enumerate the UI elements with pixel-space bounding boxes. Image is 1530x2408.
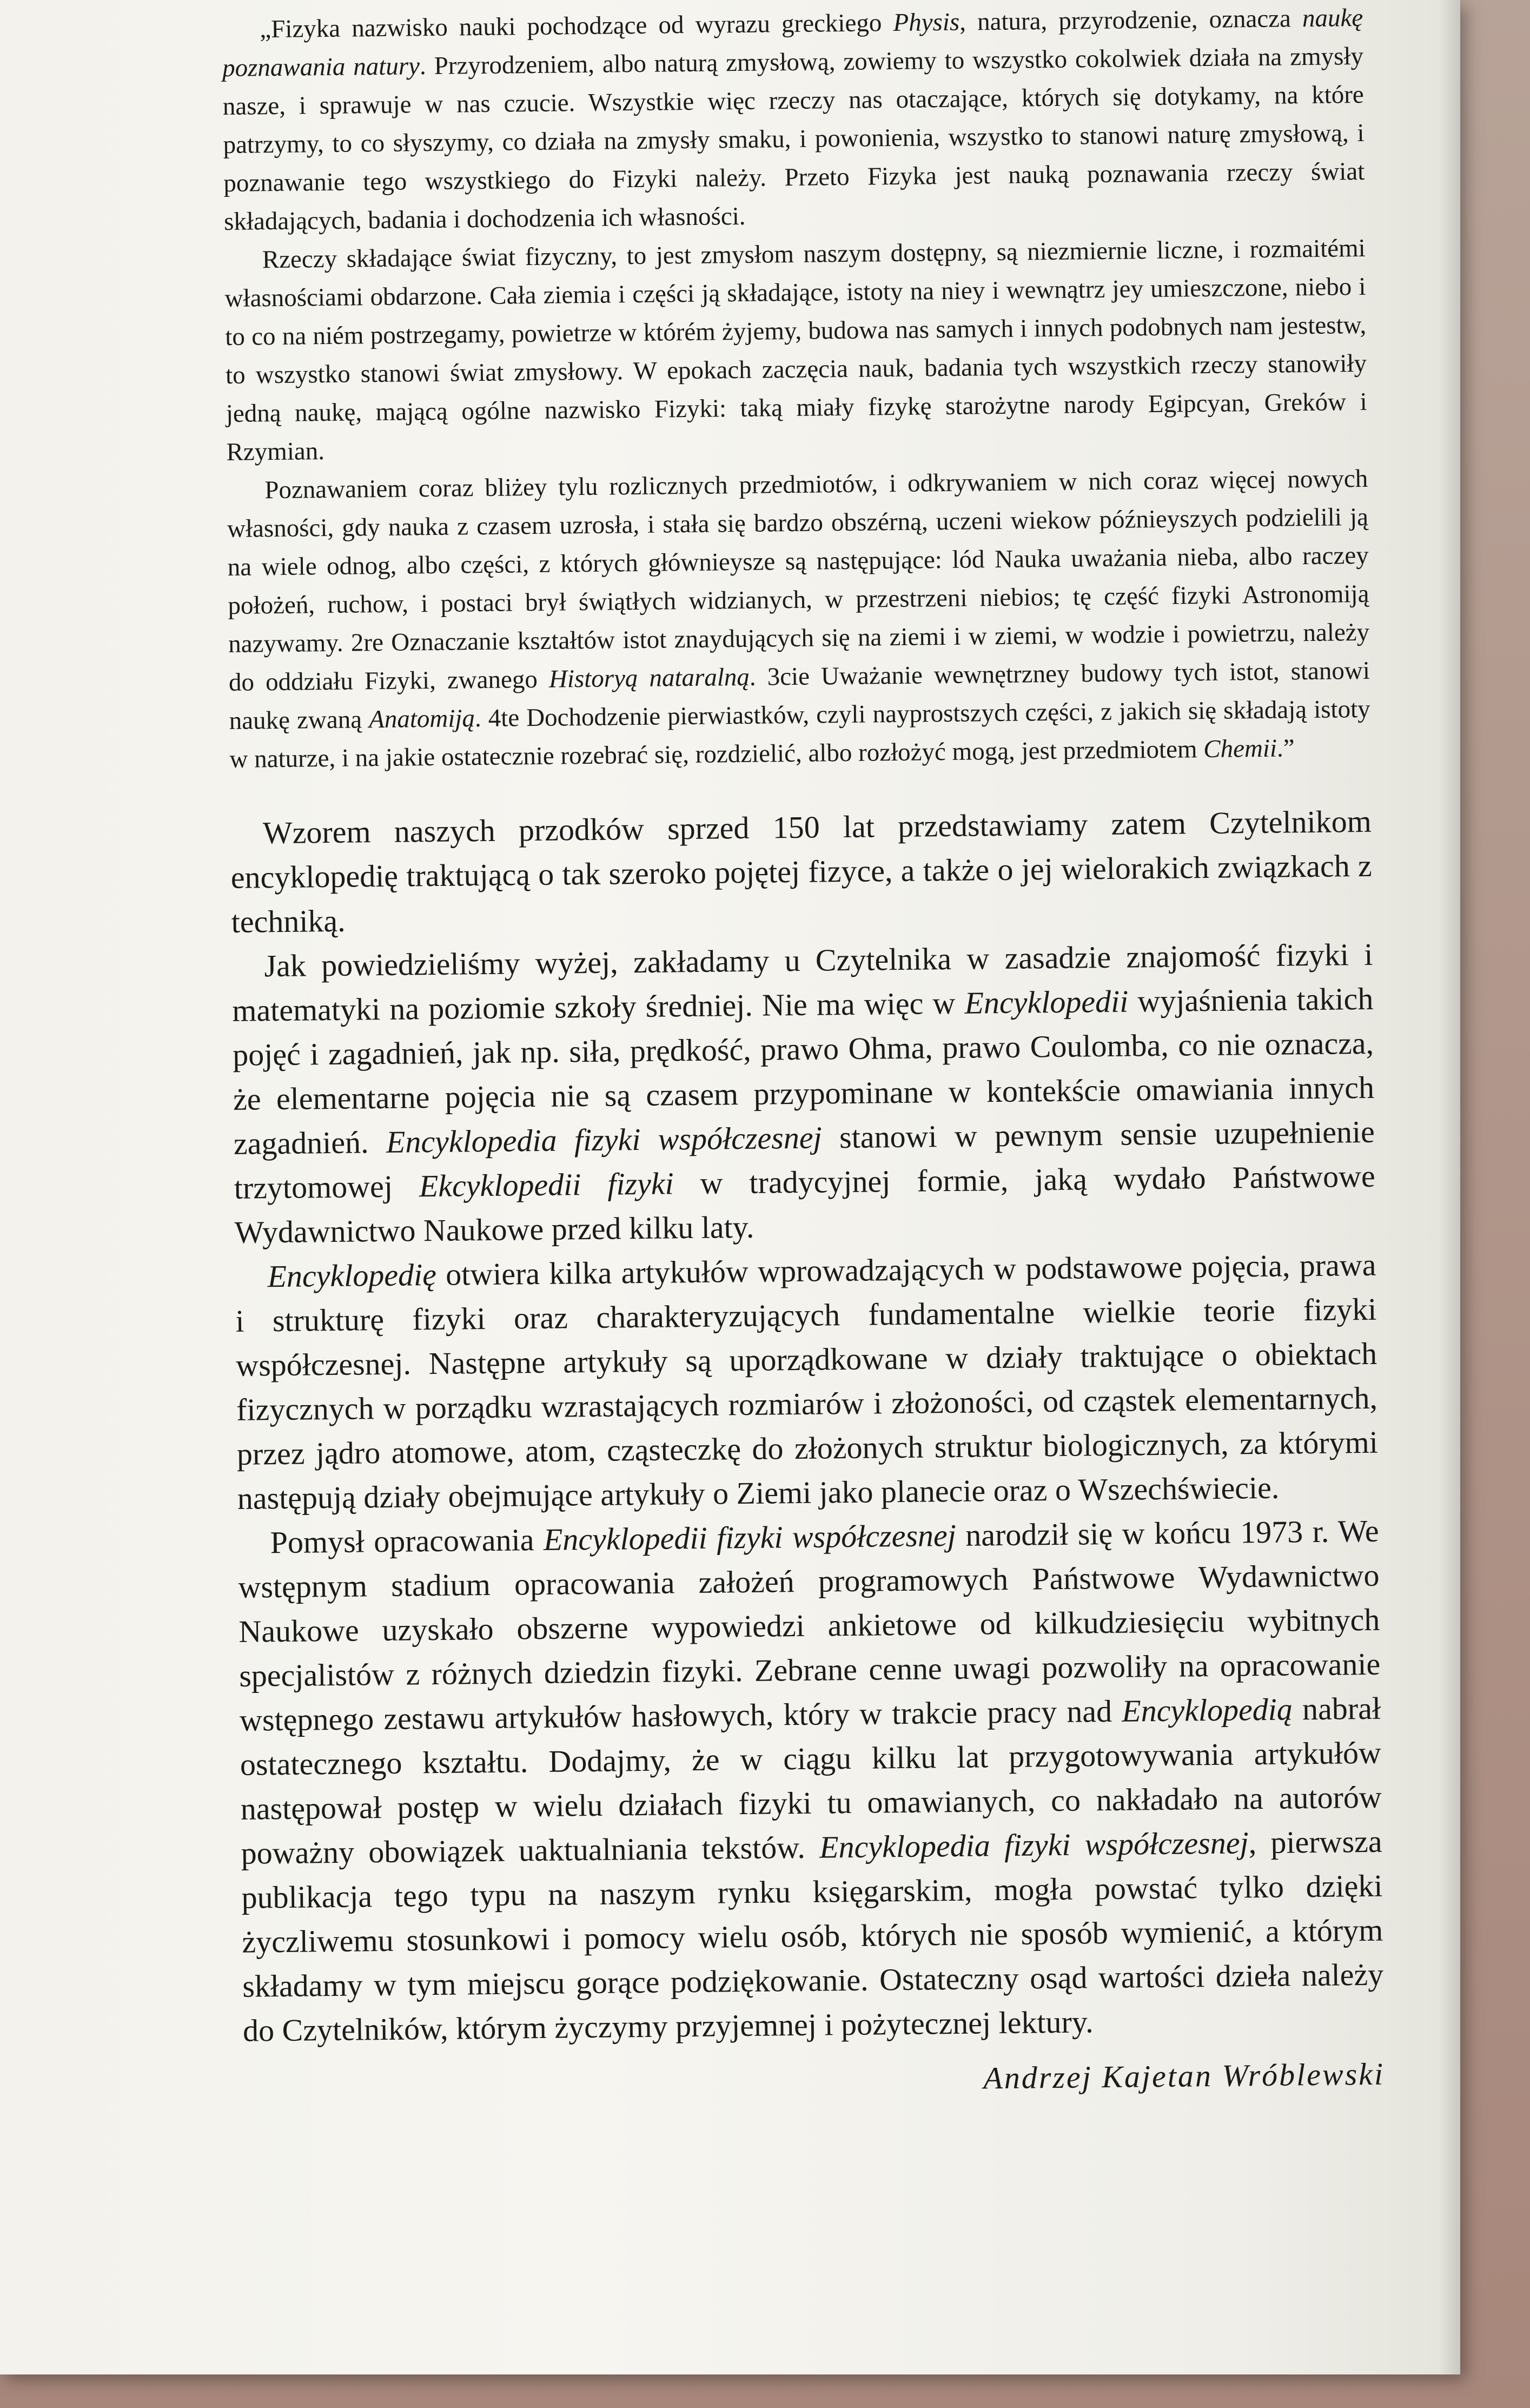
author-signature: Andrzej Kajetan Wróblewski	[983, 2056, 1385, 2096]
italic-run: Encyklopedia fizyki współczesnej	[819, 1825, 1249, 1865]
italic-run: Encyklopedii fizyki współczesnej	[543, 1517, 957, 1557]
text-run: Pomysł opracowania	[270, 1521, 544, 1560]
italic-run: Encyklopedię	[267, 1256, 437, 1294]
text-run: . 3cie Uważanie wewnętrzney budowy tych istot, stanowi naukę zwaną	[229, 656, 1370, 735]
text-run: nabrał ostatecznego kształtu. Dodajmy, że w ciągu kilku lat przygotowywania artykułów następował postęp w wielu działach fizyki tu omawianych, co nakładało na autorów poważny obowiązek uaktualniania tekstów.	[240, 1690, 1382, 1871]
text-run: otwiera kilka artykułów wprowadzających w podstawowe pojęcia, prawa i strukturę fizyki oraz charakteryzujących fundamentalne wielkie teorie fizyki współczesnej. Następne artykuły są uporządkowane w działy traktujące o obiektach fizycznych w porządku wzrastających rozmiarów i złożoności, od cząstek elementarnych, przez jądro atomowe, atom, cząsteczkę do złożonych struktur biologicznych, za którymi następują działy obejmujące artykuły o Ziemi jako planecie oraz o Wszechświecie.	[235, 1247, 1379, 1516]
italic-run: Chemii	[1203, 734, 1277, 764]
italic-run: naukę poznawania natury	[222, 3, 1363, 82]
body-paragraph	[230, 799, 1372, 944]
text-run: . 4te Dochodzenie pierwiastków, czyli nayprostszych części, z jakich się składają istoty w naturze, i na jakie ostatecznie rozebrać się, rozdzielić, albo rozłożyć mogą, jest przedmiotem	[229, 694, 1370, 773]
italic-run: Anatomiją	[368, 704, 475, 734]
text-run: Wzorem naszych przodków sprzed 150 lat przedstawiamy zatem Czytelnikom encyklopedię traktującą o tak szeroko pojętej fizyce, a także o jej wielorakich związkach z techniką.	[230, 803, 1373, 940]
italic-run: Ekcyklopedii fizyki	[419, 1166, 674, 1204]
text-run: Jak powiedzieliśmy wyżej, zakładamy u Czytelnika w zasadzie znajomość fizyki i matematyki na poziomie szkoły średniej. Nie ma więc w	[232, 936, 1373, 1028]
body-paragraph	[231, 932, 1376, 1255]
text-run: .”	[1276, 734, 1295, 763]
preface-body	[230, 799, 1384, 2053]
quote-paragraph	[227, 460, 1371, 779]
body-paragraph	[237, 1509, 1384, 2053]
text-run: stanowi w pewnym sensie uzupełnienie trzytomowej	[234, 1114, 1375, 1206]
italic-run: Encyklopedia fizyki współczesnej	[386, 1120, 822, 1160]
historical-quote	[222, 0, 1371, 779]
italic-run: Historyą nataralną	[548, 663, 750, 693]
text-run: narodził się w końcu 1973 r. We wstępnym stadium opracowania założeń programowych Państwowe Wydawnictwo Naukowe uzyskało obszerne wypowiedzi ankietowe od kilkudziesięciu wybitnych specjalistów z różnych dziedzin fizyki. Zebrane cenne uwagi pozwoliły na opracowanie wstępnego zestawu artykułów hasłowych, który w trakcie pracy nad	[238, 1513, 1381, 1738]
text-run: Rzeczy składające świat fizyczny, to jest zmysłom naszym dostępny, są niezmiernie liczne, i rozmaitémi własnościami obdarzone. Cała ziemia i części ją składające, istoty na niey i wewnątrz jey umieszczone, niebo i to co na niém postrzegamy, powietrze w którém żyjemy, budowa nas samych i innych podobnych nam jestestw, to wszystko stanowi świat zmysłowy. W epokach zaczęcia nauk, badania tych wszystkich rzeczy stanowiły jedną naukę, mającą ogólne nazwisko Fizyki: taką miały fizykę starożytne narody Egipcyan, Greków i Rzymian.	[224, 234, 1367, 466]
italic-run: Physis	[893, 8, 960, 37]
text-run: , natura, przyrodzenie, oznacza	[959, 4, 1303, 36]
body-paragraph	[235, 1243, 1379, 1521]
text-run: . Przyrodzeniem, albo naturą zmysłową, zowiemy to wszystko cokolwiek działa na zmysły nasze, i sprawuje w nas czucie. Wszystkie więc rzeczy nas otaczające, których się dotykamy, na które patrzymy, to co słyszymy, co działa na zmysły smaku, i powonienia, wszystko to stanowi naturę zmysłową, i poznawanie tego wszystkiego do Fizyki należy. Przeto Fizyka jest nauką poznawania rzeczy świat składających, badania i dochodzenia ich własności.	[222, 42, 1365, 236]
text-run: Poznawaniem coraz bliżey tylu rozlicznych przedmiotów, i odkrywaniem w nich coraz więcej nowych własności, gdy nauka z czasem uzrosła, i stała się bardzo obszérną, uczeni wiekow późnieyszych podzielili ją na wiele odnog, albo części, z których głównieysze są następujące: lód Nauka uważania nieba, albo raczey położeń, ruchow, i postaci brył świątłych widzianych, w przestrzeni niebios; tę część fizyki Astronomiją nazywamy. 2re Oznaczanie kształtów istot znaydujących się na ziemi i w ziemi, w wodzie i powietrzu, należy do oddziału Fizyki, zwanego	[227, 464, 1370, 697]
page-text	[222, 0, 1385, 2108]
text-run: „Fizyka nazwisko nauki pochodzące od wyrazu greckiego	[260, 9, 893, 44]
page-edge-shadow	[1439, 0, 1460, 2374]
text-run: wyjaśnienia takich pojęć i zagadnień, jak np. siła, prędkość, prawo Ohma, prawo Coulomba, co nie oznacza, że elementarne pojęcia nie są czasem przypominane w kontekście omawiania innych zagadnień.	[232, 981, 1375, 1161]
italic-run: Encyklopedii	[964, 983, 1129, 1021]
quote-paragraph	[224, 229, 1367, 472]
italic-run: Encyklopedią	[1121, 1691, 1293, 1729]
text-run: w tradycyjnej formie, jaką wydało Państwowe Wydawnictwo Naukowe przed kilku laty.	[234, 1158, 1376, 1250]
quote-paragraph	[222, 0, 1365, 241]
text-run: , pierwsza publikacja tego typu na naszym rynku księgarskim, mogła powstać tylko dzięki życzliwemu stosunkowi i pomocy wielu osób, których nie sposób wymienić, a którym składamy w tym miejscu gorące podziękowanie. Ostateczny osąd wartości dzieła należy do Czytelników, którym życzymy przyjemnej i pożytecznej lektury.	[241, 1823, 1384, 2048]
